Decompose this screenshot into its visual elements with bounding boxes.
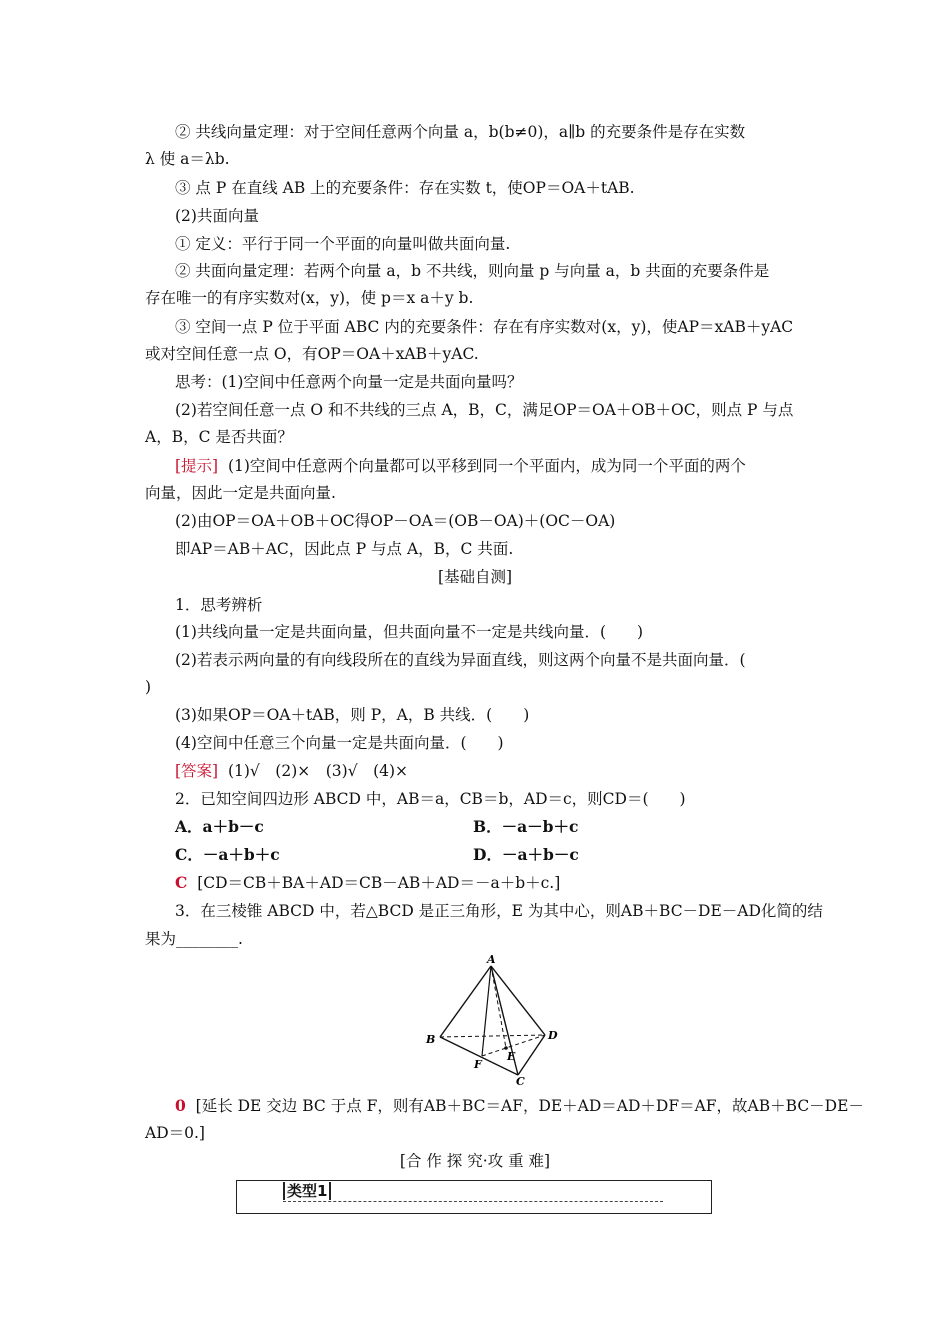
text-line: ③ 空间一点 P 位于平面 ABC 内的充要条件：存在有序实数对(x，y)，使AP＝xAB＋yAC [175, 318, 794, 336]
hint-label: [提示] [175, 457, 219, 475]
hint-text: (1)空间中任意两个向量都可以平移到同一个平面内，成为同一个平面的两个 [227, 457, 746, 475]
answer-label: [答案] [175, 762, 219, 780]
text-line: 向量，因此一定是共面向量. [145, 484, 336, 502]
vertex-label-c: C [516, 1075, 525, 1088]
text-line: (3)如果OP＝OA＋tAB，则 P，A，B 共线．( ) [175, 706, 530, 724]
solution-answer: 0 [175, 1096, 186, 1115]
point-label-e: E [507, 1050, 516, 1063]
text-line: (2)共面向量 [175, 207, 259, 225]
text-line: 3．在三棱锥 ABCD 中，若△BCD 是正三角形，E 为其中心，则AB＋BC－DE－AD化简的结 [175, 902, 823, 920]
text-line: 即AP＝AB＋AC，因此点 P 与点 A，B，C 共面. [175, 540, 514, 558]
text-line: ③ 点 P 在直线 AB 上的充要条件：存在实数 t，使OP＝OA＋tAB. [175, 179, 635, 197]
option-c: C．－a＋b＋c [175, 845, 280, 864]
solution-text: [CD＝CB＋BA＋AD＝CB－AB＋AD＝－a＋b＋c.] [197, 874, 561, 892]
text-line: A，B，C 是否共面？ [145, 428, 293, 446]
text-line: (2)若空间任意一点 O 和不共线的三点 A，B，C，满足OP＝OA＋OB＋OC，则点 P 与点 [175, 401, 794, 419]
point-label-f: F [474, 1058, 482, 1071]
dashed-rule [283, 1201, 663, 1202]
text-line: 思考：(1)空间中任意两个向量一定是共面向量吗？ [175, 373, 523, 391]
tetrahedron-figure [420, 954, 570, 1089]
text-line: ) [145, 678, 152, 696]
option-d: D．－a＋b－c [473, 845, 579, 864]
solution-line [175, 1095, 864, 1117]
text-line: λ 使 a＝λb. [145, 150, 230, 168]
text-line: (1)共线向量一定是共面向量，但共面向量不一定是共线向量．( ) [175, 623, 644, 641]
text-line: 2．已知空间四边形 ABCD 中，AB＝a，CB＝b，AD＝c，则CD＝( ) [175, 790, 686, 808]
type-section-box [236, 1180, 712, 1214]
text-line: 果为________. [145, 930, 243, 948]
text-line: (2)由OP＝OA＋OB＋OC得OP－OA＝(OB－OA)＋(OC－OA) [175, 512, 616, 530]
text-line: AD＝0.] [145, 1124, 205, 1142]
text-line: 存在唯一的有序实数对(x，y)，使 p＝x a＋y b. [145, 289, 474, 307]
text-line: ① 定义：平行于同一个平面的向量叫做共面向量. [175, 235, 511, 253]
solution-answer: C [175, 873, 188, 892]
answer-line [175, 760, 408, 782]
option-b: B．－a－b＋c [473, 817, 579, 836]
answer-text: (1)√ (2)× (3)√ (4)× [227, 762, 409, 780]
text-line: ② 共面向量定理：若两个向量 a，b 不共线，则向量 p 与向量 a，b 共面的充要条件是 [175, 262, 770, 280]
section-heading: [合 作 探 究·攻 重 难] [399, 1152, 551, 1170]
hint-line [175, 455, 746, 477]
section-heading: [基础自测] [437, 568, 513, 586]
text-line: 或对空间任意一点 O，有OP＝OA＋xAB＋yAC. [145, 345, 479, 363]
vertex-label-a: A [487, 954, 496, 966]
type-label: 类型1 [283, 1182, 331, 1200]
text-line: 1．思考辨析 [175, 596, 263, 614]
text-line: (4)空间中任意三个向量一定是共面向量．( ) [175, 734, 504, 752]
solution-text: [延长 DE 交边 BC 于点 F，则有AB＋BC＝AF，DE＋AD＝AD＋DF＝AF，故AB＋BC－DE－ [195, 1097, 864, 1115]
vertex-label-b: B [426, 1033, 436, 1046]
option-a: A．a＋b－c [175, 817, 264, 836]
vertex-label-d: D [548, 1029, 558, 1042]
text-line: (2)若表示两向量的有向线段所在的直线为异面直线，则这两个向量不是共面向量．( [175, 651, 746, 669]
text-line: ② 共线向量定理：对于空间任意两个向量 a，b(b≠0)，a∥b 的充要条件是存在实数 [175, 123, 746, 141]
solution-line [175, 872, 560, 894]
